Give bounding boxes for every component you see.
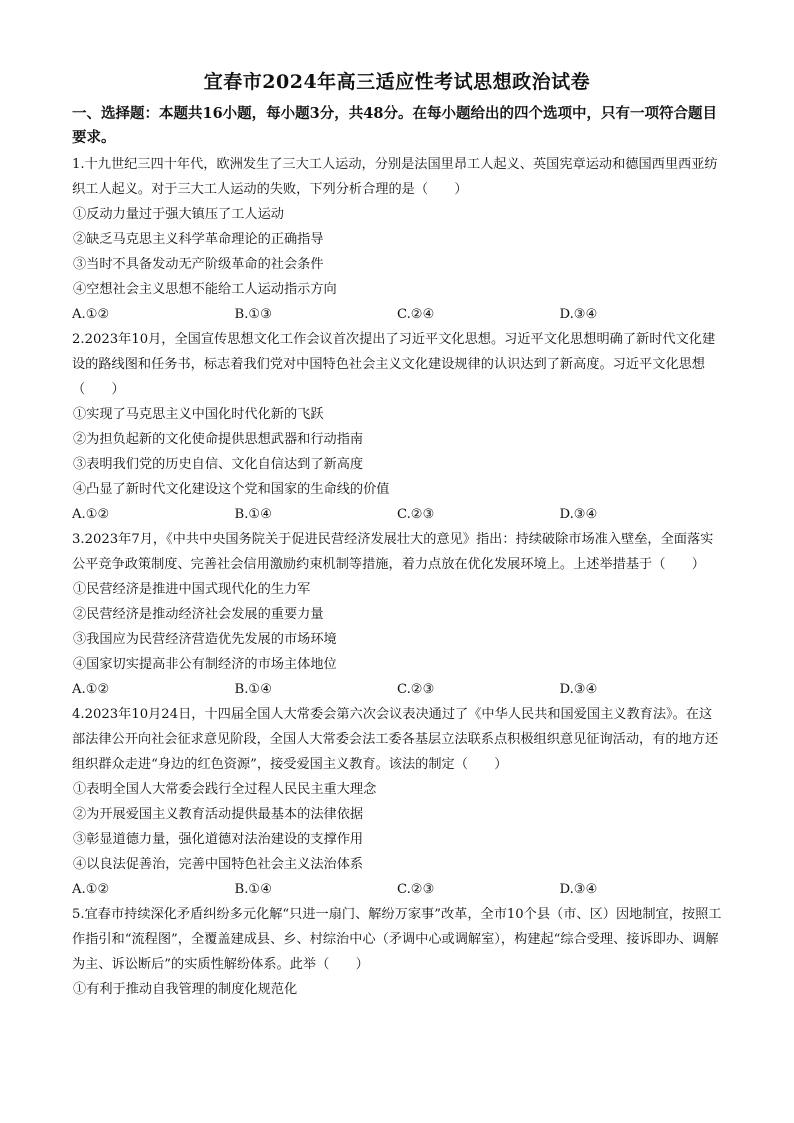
answer-option: B.①④ (234, 507, 273, 522)
statement-item: ①实现了马克思主义中国化时代化新的飞跃 (73, 407, 324, 422)
section-heading: 一、选择题：本题共16小题，每小题3分，共48分。在每小题给出的四个选项中，只有一项符合题目要求。 (72, 105, 717, 146)
answer-option: B.①③ (234, 307, 273, 322)
statement-item: ①反动力量过于强大镇压了工人运动 (73, 207, 284, 222)
answer-options (72, 677, 722, 702)
statement-item: ①表明全国人大常委会践行全过程人民民主重大理念 (73, 782, 377, 797)
answer-option: C.②③ (397, 882, 435, 897)
answer-option: A.①② (72, 507, 110, 522)
statement-item: ④空想社会主义思想不能给工人运动指示方向 (73, 282, 337, 297)
answer-option: A.①② (72, 882, 110, 897)
answer-options (72, 502, 722, 527)
statement-item: ①有利于推动自我管理的制度化规范化 (73, 982, 298, 997)
question-block (72, 152, 722, 327)
answer-option: C.②③ (397, 682, 435, 697)
answer-option: C.②③ (397, 507, 435, 522)
question-block (72, 527, 722, 702)
statement-item: ①民营经济是推进中国式现代化的生力军 (73, 582, 311, 597)
question-stem: 2.2023年10月，全国宣传思想文化工作会议首次提出了习近平文化思想。习近平文化思想明确了新时代文化建设的路线图和任务书，标志着我们党对中国特色社会主义文化建设规律的认识达到了新高度。习近平文化思想（ ） (72, 332, 716, 397)
statement-item: ②缺乏马克思主义科学革命理论的正确指导 (73, 232, 324, 247)
question-stem: 3.2023年7月，《中共中央国务院关于促进民营经济发展壮大的意见》指出：持续破除市场准入壁垒，全面落实公平竞争政策制度、完善社会信用激励约束机制等措施，着力点放在优化发展环境上。上述举措基于（ ） (72, 532, 714, 572)
answer-option: D.③④ (559, 882, 598, 897)
question-block (72, 902, 722, 1002)
exam-page (72, 68, 722, 1002)
question-stem: 4.2023年10月24日，十四届全国人大常委会第六次会议表决通过了《中华人民共和国爱国主义教育法》。在这部法律公开向社会征求意见阶段，全国人大常委会法工委各基层立法联系点积极组织意见征询活动，有的地方还组织群众走进“身边的红色资源”，接受爱国主义教育。该法的制定（ ） (72, 707, 719, 772)
answer-option: B.①④ (234, 682, 273, 697)
statement-item: ③表明我们党的历史自信、文化自信达到了新高度 (73, 457, 364, 472)
statement-item: ③彰显道德力量，强化道德对法治建设的支撑作用 (73, 832, 364, 847)
question-block (72, 702, 722, 902)
answer-option: B.①④ (234, 882, 273, 897)
question-list (72, 152, 722, 1002)
question-stem: 1.十九世纪三四十年代，欧洲发生了三大工人运动，分别是法国里昂工人起义、英国宪章运动和德国西里西亚纺织工人起义。对于三大工人运动的失败，下列分析合理的是（ ） (72, 157, 718, 197)
statement-item: ②为开展爱国主义教育活动提供最基本的法律依据 (73, 807, 364, 822)
statement-item: ④凸显了新时代文化建设这个党和国家的生命线的价值 (73, 482, 390, 497)
statement-item: ③我国应为民营经济营造优先发展的市场环境 (73, 632, 337, 647)
answer-option: D.③④ (559, 682, 598, 697)
answer-option: D.③④ (559, 507, 598, 522)
statement-item: ④国家切实提高非公有制经济的市场主体地位 (73, 657, 337, 672)
answer-option: A.①② (72, 307, 110, 322)
statement-item: ④以良法促善治，完善中国特色社会主义法治体系 (73, 857, 364, 872)
statement-item: ③当时不具备发动无产阶级革命的社会条件 (73, 257, 324, 272)
exam-title: 宜春市2024年高三适应性考试思想政治试卷 (203, 71, 591, 93)
answer-options (72, 302, 722, 327)
question-block (72, 327, 722, 527)
answer-option: C.②④ (397, 307, 435, 322)
answer-option: D.③④ (559, 307, 598, 322)
statement-item: ②为担负起新的文化使命提供思想武器和行动指南 (73, 432, 364, 447)
answer-option: A.①② (72, 682, 110, 697)
statement-item: ②民营经济是推动经济社会发展的重要力量 (73, 607, 324, 622)
question-stem: 5.宜春市持续深化矛盾纠纷多元化解“只进一扇门、解纷万家事”改革，全市10个县（市、区）因地制宜，按照工作指引和“流程图”，全覆盖建成县、乡、村综治中心（矛调中心或调解室），构建起“综合受理、接诉即办、调解为主、诉讼断后”的实质性解纷体系。此举（ ） (72, 907, 722, 972)
answer-options (72, 877, 722, 902)
